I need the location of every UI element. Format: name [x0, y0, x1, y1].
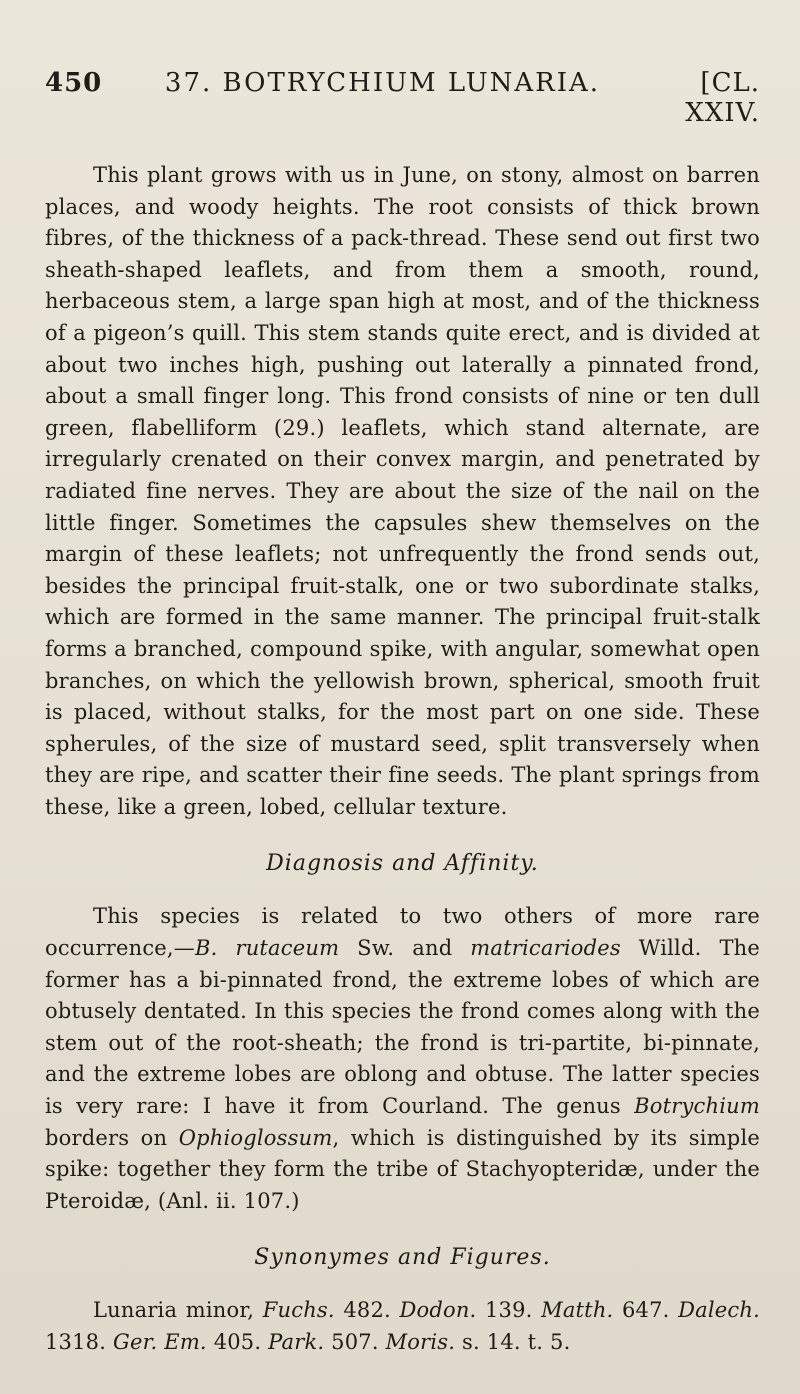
diagnosis-heading: Diagnosis and Affinity. — [266, 851, 539, 877]
reference-author: Ger. Em. — [113, 1330, 207, 1354]
reference-number: s. 14. t. 5. — [455, 1330, 571, 1354]
reference-number: 507. — [324, 1330, 386, 1354]
reference-number: 647. — [613, 1298, 679, 1323]
diagnosis-text: borders on — [45, 1125, 179, 1150]
diagnosis-text: This species is related to two others of more rare occurrence,— — [45, 904, 760, 961]
reference-author: Park. — [268, 1330, 325, 1354]
reference-author: Fuchs. — [262, 1298, 335, 1323]
page-number: 450 — [45, 68, 103, 98]
species-name: B. rutaceum — [195, 936, 340, 961]
reference-author: Dodon. — [399, 1298, 477, 1323]
synonymes-heading: Synonymes and Figures. — [254, 1245, 551, 1271]
reference-number: 139. — [476, 1298, 542, 1323]
running-head — [45, 68, 760, 128]
reference-author: Dalech. — [678, 1298, 760, 1323]
diagnosis-text: Willd. The former has a bi-pinnated frond, the extreme lobes of which are obtusely dentated. In this species the frond comes along with the stem out of the root-sheath; the frond is tri-partite, bi-pinnate, and the extreme lobes are oblong and obtuse. The latter species is very rare: I have it from Courland. The genus — [45, 936, 760, 1119]
genus-name: Botrychium — [634, 1094, 760, 1119]
page-title: 37. BOTRYCHIUM LUNARIA. — [164, 68, 601, 98]
synonymes-paragraph — [45, 1295, 760, 1358]
reference-author: Matth. — [541, 1298, 614, 1323]
species-name: matricariodes — [470, 936, 621, 961]
class-marker: [CL. XXIV. — [685, 68, 760, 128]
reference-author: Moris. — [385, 1330, 456, 1354]
synonym-lead: Lunaria minor, — [93, 1298, 263, 1323]
diagnosis-text: Sw. and — [339, 936, 471, 961]
reference-number: 1318. — [45, 1330, 113, 1354]
description-paragraph: This plant grows with us in June, on stony, almost on barren places, and woody heights. The root consists of thick brown fibres, of the thickness of a pack-thread. These send out first two sheath-shaped leaflets, and from them a smooth, round, herbaceous stem, a large span high at most, and of the thickness of a pigeon’s quill. This stem stands quite erect, and is divided at about two inches high, pushing out laterally a pinnated frond, about a small finger long. This frond consists of nine or ten dull green, flabelliform (29.) leaflets, which stand alternate, are irregularly crenated on their convex margin, and penetrated by radiated fine nerves. They are about the size of the nail on the little finger. Sometimes the capsules shew themselves on the margin of these leaflets; not unfrequently the frond sends out, besides the principal fruit-stalk, one or two subordinate stalks, which are formed in the same manner. The principal fruit-stalk forms a branched, compound spike, with angular, somewhat open branches, on which the yellowish brown, spherical, smooth fruit is placed, without stalks, for the most part on one side. These spherules, of the size of mustard seed, split transversely when they are ripe, and scatter their fine seeds. The plant springs from these, like a green, lobed, cellular texture. — [45, 163, 760, 819]
diagnosis-paragraph — [45, 901, 760, 1217]
reference-number: 482. — [334, 1298, 400, 1323]
genus-name: Ophioglossum — [178, 1125, 333, 1150]
diagnosis-text: , which is distinguished by its simple spike: together they form the tribe of Stachyopteridæ, under the Pteroidæ, (Anl. ii. 107.) — [45, 1125, 760, 1213]
reference-number: 405. — [206, 1330, 269, 1354]
